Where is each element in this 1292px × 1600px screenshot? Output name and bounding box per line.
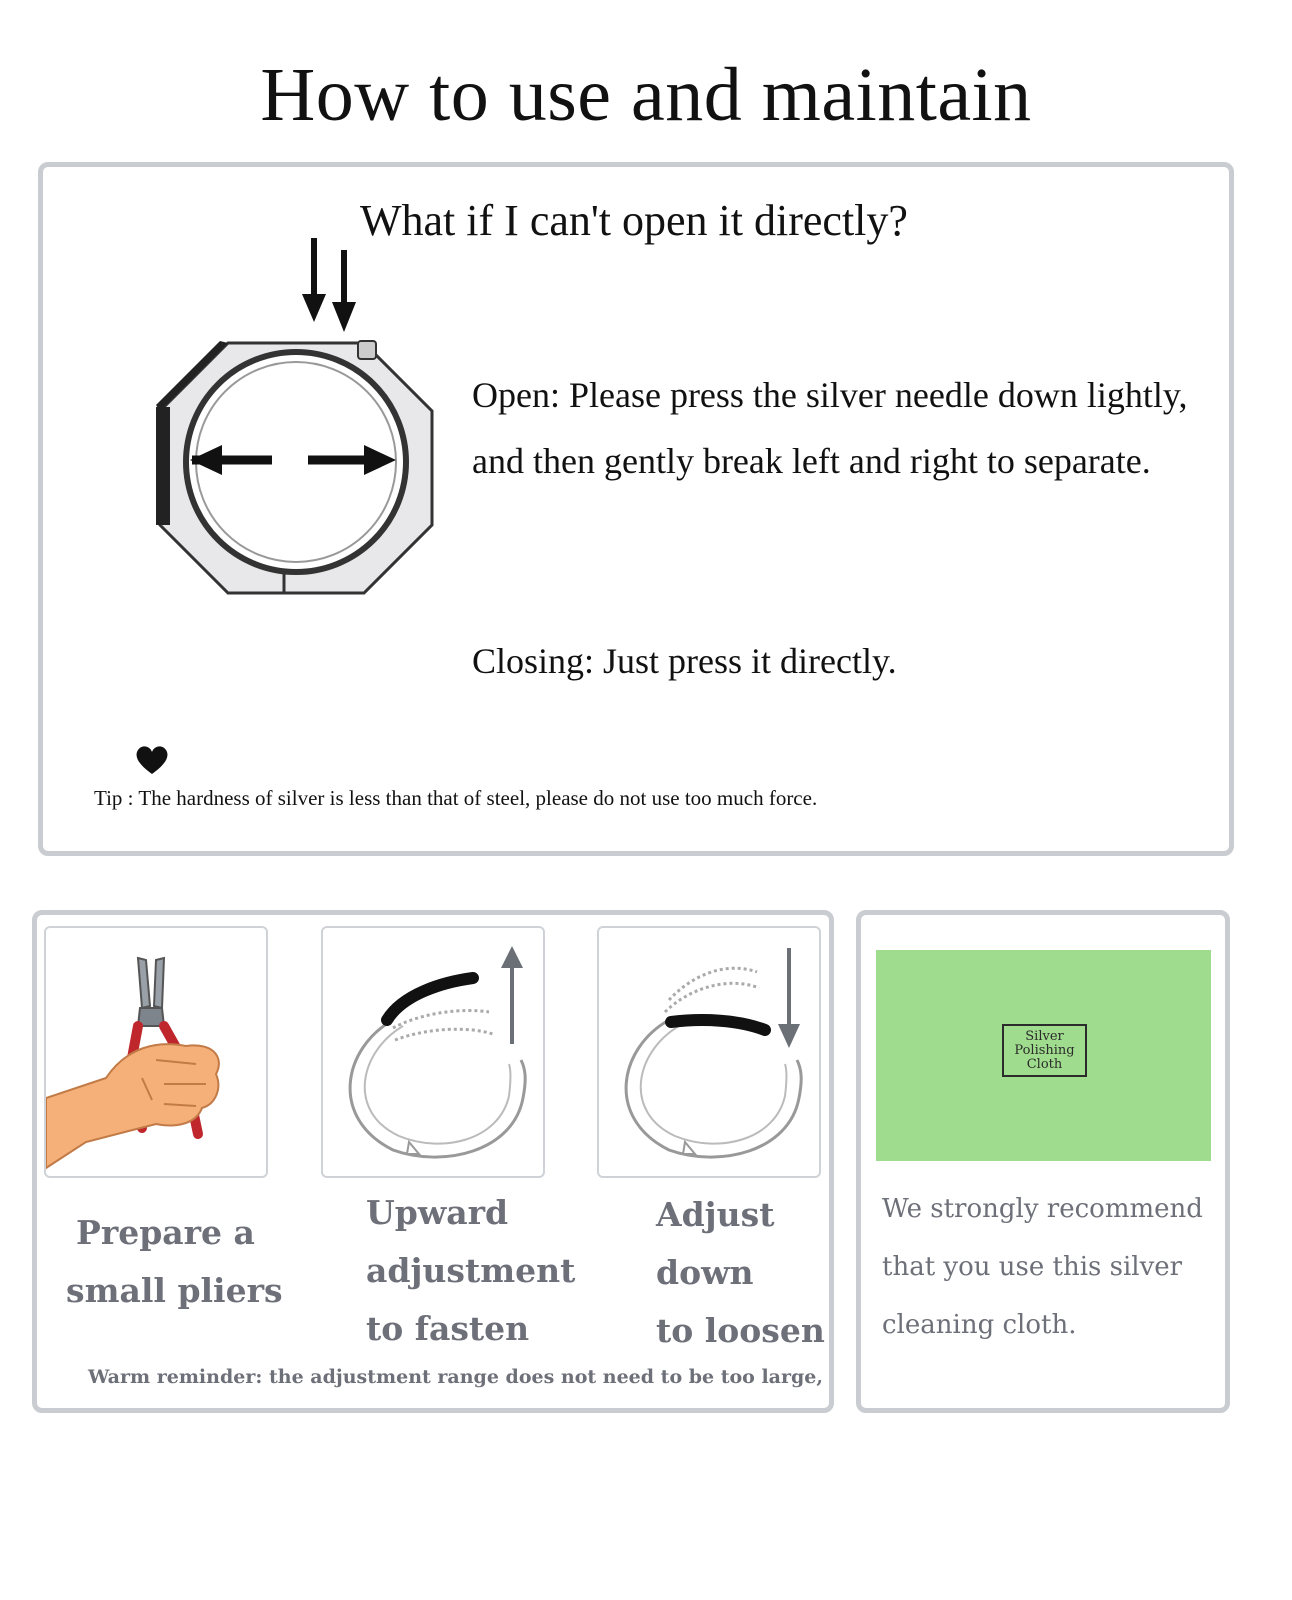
step-1-line-1: Prepare a xyxy=(76,1213,255,1252)
tip-text: Tip : The hardness of silver is less than that of steel, please do not use too much force. xyxy=(94,786,818,810)
cloth-label-line-1: Silver xyxy=(1025,1029,1064,1044)
step-3-line-1: Adjust xyxy=(656,1195,775,1234)
step-upward-fasten xyxy=(366,1184,575,1358)
ring-adjust-up-icon xyxy=(323,928,545,1178)
step-2-line-1: Upward xyxy=(366,1193,509,1232)
ring-icon xyxy=(150,335,440,603)
pliers-hand-icon xyxy=(46,928,268,1178)
recommend-text: We strongly recommend that you use this silver cleaning cloth. xyxy=(882,1194,1203,1340)
step-2-line-3: to fasten xyxy=(366,1309,530,1348)
step-3-line-2: down xyxy=(656,1253,754,1292)
closing-instruction-text: Closing: Just press it directly. xyxy=(472,641,897,681)
step-3-line-3: to loosen xyxy=(656,1311,825,1350)
step-1-line-2: small pliers xyxy=(66,1271,283,1310)
upward-adjust-card xyxy=(321,926,545,1178)
step-down-loosen xyxy=(656,1186,825,1360)
pliers-card xyxy=(44,926,268,1178)
polishing-cloth-label xyxy=(1002,1024,1087,1077)
cloth-label-line-2: Polishing xyxy=(1014,1043,1075,1058)
open-instruction-text: Open: Please press the silver needle down lightly, and then gently break left and right to separate. xyxy=(472,375,1188,481)
cloth-label-line-3: Cloth xyxy=(1026,1057,1063,1072)
question-heading: What if I can't open it directly? xyxy=(360,196,908,245)
ring-adjust-down-icon xyxy=(599,928,821,1178)
page-title: How to use and maintain xyxy=(260,53,1032,137)
heart-icon xyxy=(134,744,170,776)
warm-reminder-text: Warm reminder: the adjustment range does not need to be too large, xyxy=(88,1366,823,1388)
down-adjust-card xyxy=(597,926,821,1178)
down-arrows-icon xyxy=(298,236,362,336)
step-prepare-pliers xyxy=(66,1204,283,1320)
step-2-line-2: adjustment xyxy=(366,1251,576,1290)
